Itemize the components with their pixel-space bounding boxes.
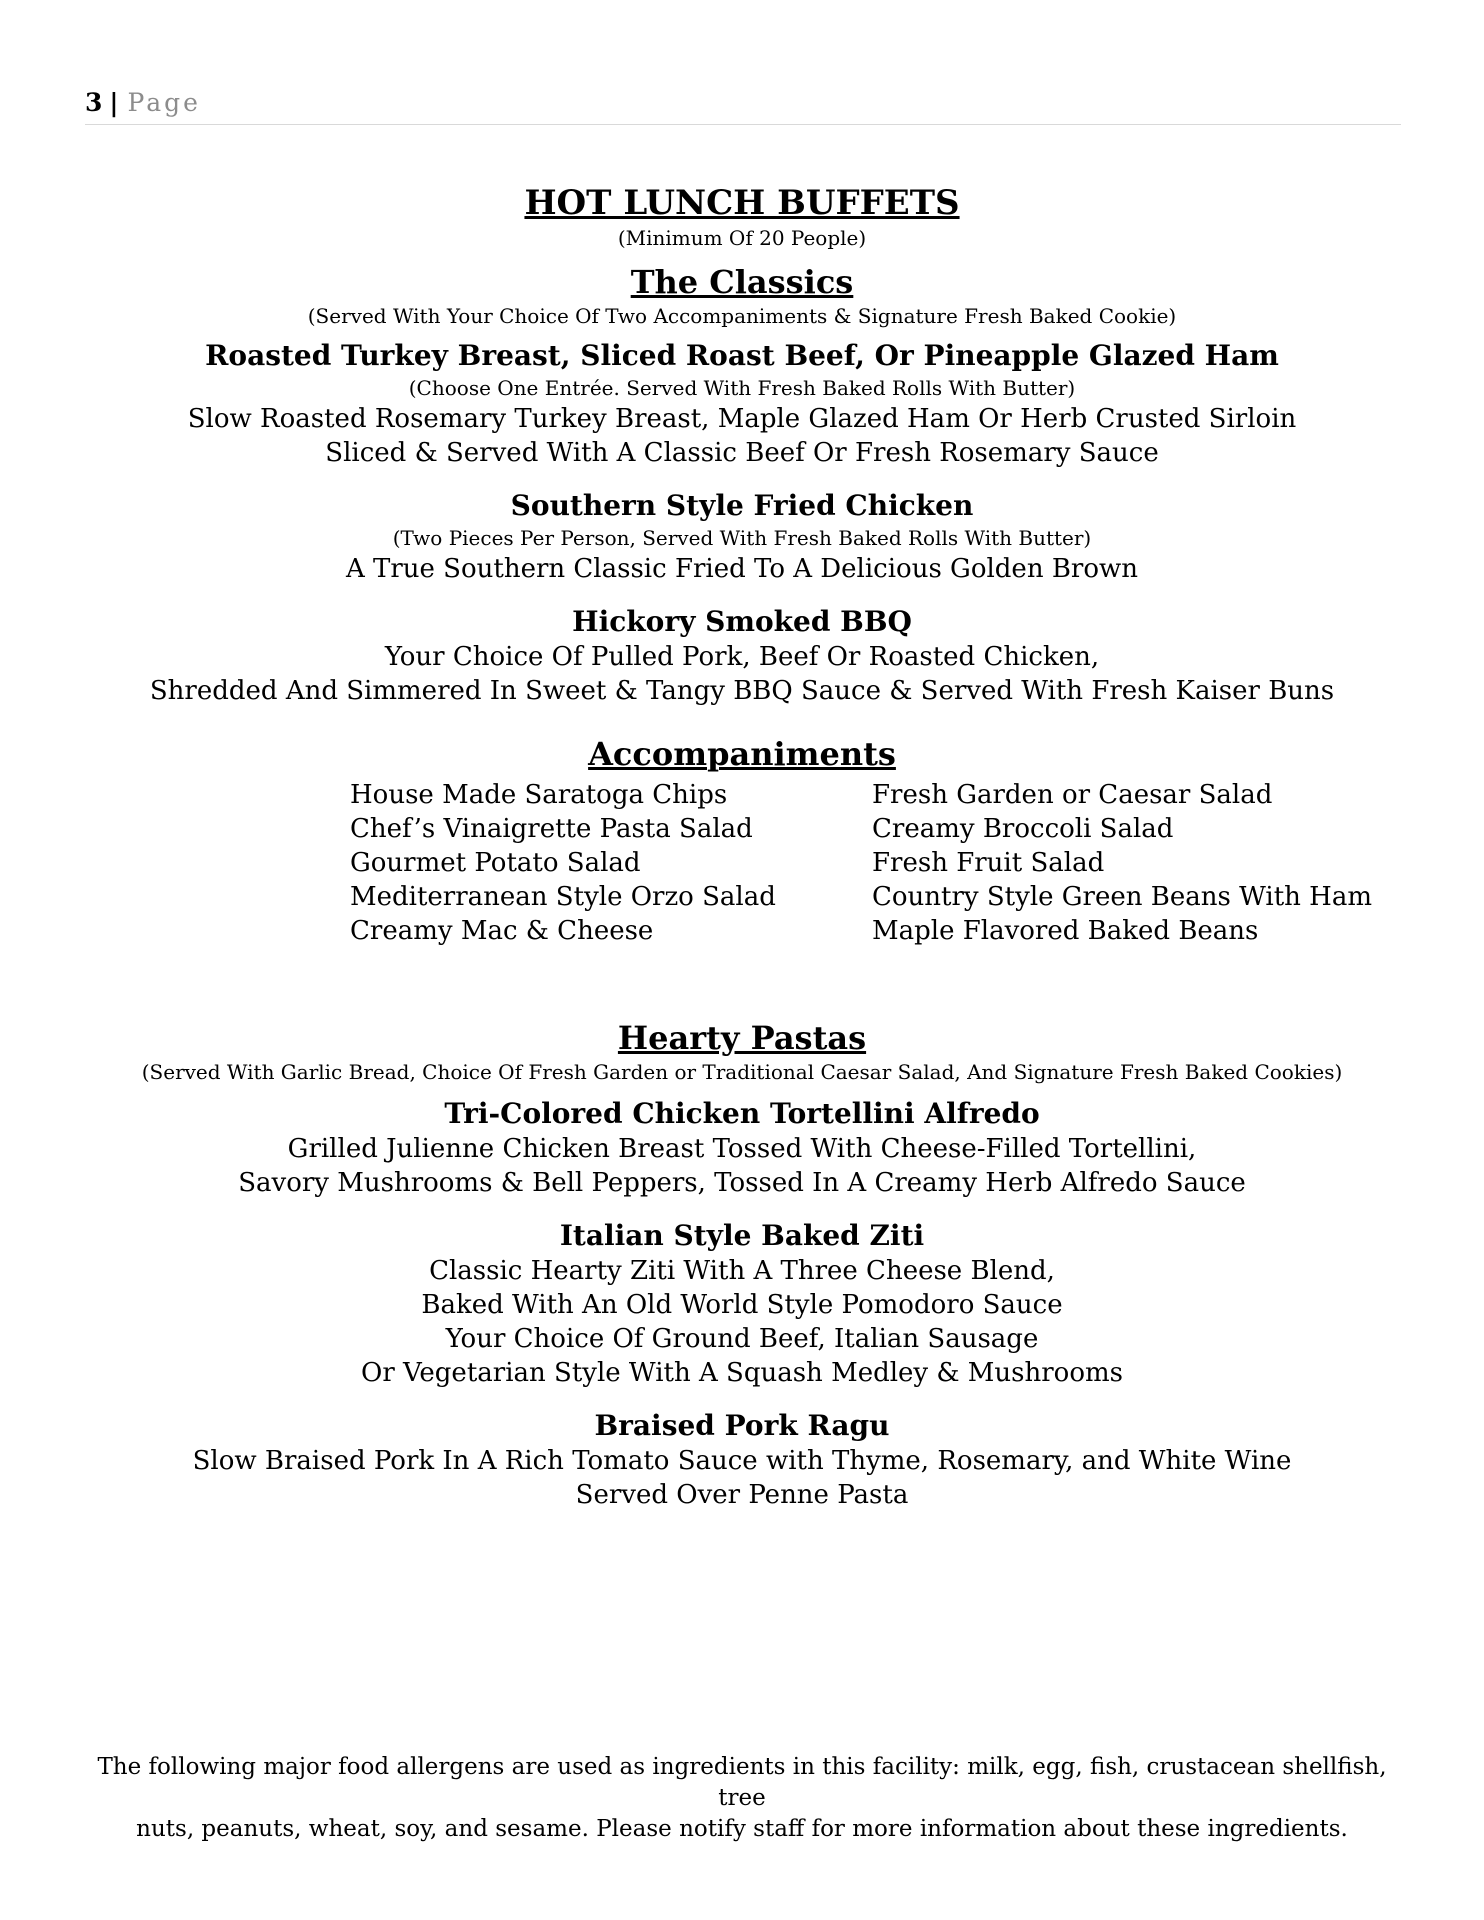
list-item: Maple Flavored Baked Beans bbox=[872, 916, 1259, 946]
item-line: A True Southern Classic Fried To A Delicious Golden Brown bbox=[345, 554, 1139, 584]
classics-heading: The Classics bbox=[630, 263, 854, 301]
item-line: Baked With An Old World Style Pomodoro Sauce bbox=[421, 1290, 1063, 1320]
page-label: Page bbox=[127, 88, 201, 117]
item-line: Slow Roasted Rosemary Turkey Breast, Maple Glazed Ham Or Herb Crusted Sirloin bbox=[187, 404, 1297, 434]
item-note: (Choose One Entrée. Served With Fresh Baked Rolls With Butter) bbox=[408, 376, 1076, 400]
page-separator: | bbox=[109, 88, 122, 117]
classics-item bbox=[0, 488, 1484, 586]
page-number: 3 bbox=[85, 88, 106, 117]
menu-content bbox=[0, 182, 1484, 1512]
page-header bbox=[85, 88, 1401, 125]
item-title: Roasted Turkey Breast, Sliced Roast Beef, Or Pineapple Glazed Ham bbox=[205, 339, 1279, 372]
allergen-line: nuts, peanuts, wheat, soy, and sesame. Please notify staff for more information about these ingredients. bbox=[136, 1816, 1348, 1842]
item-line: Slow Braised Pork In A Rich Tomato Sauce with Thyme, Rosemary, and White Wine bbox=[192, 1446, 1292, 1476]
list-item: Country Style Green Beans With Ham bbox=[872, 882, 1372, 912]
list-item: Creamy Broccoli Salad bbox=[872, 814, 1174, 844]
item-line: Sliced & Served With A Classic Beef Or Fresh Rosemary Sauce bbox=[325, 438, 1159, 468]
pasta-item bbox=[0, 1218, 1484, 1390]
item-line: Grilled Julienne Chicken Breast Tossed With Cheese-Filled Tortellini, bbox=[287, 1134, 1197, 1164]
accompaniments-heading: Accompaniments bbox=[588, 735, 896, 773]
classics-item bbox=[0, 338, 1484, 470]
pastas-section bbox=[0, 1018, 1484, 1512]
classics-item bbox=[0, 604, 1484, 708]
list-item: Mediterranean Style Orzo Salad bbox=[350, 882, 776, 912]
page-title: HOT LUNCH BUFFETS bbox=[524, 183, 960, 223]
list-item: Fresh Garden or Caesar Salad bbox=[872, 780, 1273, 810]
allergen-line: The following major food allergens are used as ingredients in this facility: milk, egg, fish, crustacean shellfish, tree bbox=[97, 1754, 1387, 1811]
accompaniments-section bbox=[0, 734, 1484, 948]
accompaniments-right-column bbox=[872, 778, 1394, 948]
list-item: Gourmet Potato Salad bbox=[350, 848, 641, 878]
list-item: House Made Saratoga Chips bbox=[350, 780, 728, 810]
item-title: Hickory Smoked BBQ bbox=[572, 605, 912, 638]
classics-note: (Served With Your Choice Of Two Accompaniments & Signature Fresh Baked Cookie) bbox=[307, 304, 1177, 328]
item-line: Shredded And Simmered In Sweet & Tangy BBQ Sauce & Served With Fresh Kaiser Buns bbox=[149, 676, 1335, 706]
item-title: Tri-Colored Chicken Tortellini Alfredo bbox=[444, 1097, 1040, 1130]
item-line: Or Vegetarian Style With A Squash Medley & Mushrooms bbox=[361, 1358, 1123, 1388]
list-item: Creamy Mac & Cheese bbox=[350, 916, 654, 946]
item-title: Braised Pork Ragu bbox=[594, 1409, 890, 1442]
accompaniments-left-column bbox=[350, 778, 872, 948]
item-line: Savory Mushrooms & Bell Peppers, Tossed In A Creamy Herb Alfredo Sauce bbox=[238, 1168, 1246, 1198]
item-note: (Two Pieces Per Person, Served With Fresh Baked Rolls With Butter) bbox=[392, 526, 1092, 550]
list-item: Fresh Fruit Salad bbox=[872, 848, 1105, 878]
list-item: Chef’s Vinaigrette Pasta Salad bbox=[350, 814, 753, 844]
item-title: Southern Style Fried Chicken bbox=[510, 489, 974, 522]
minimum-note: (Minimum Of 20 People) bbox=[617, 226, 867, 250]
allergen-notice bbox=[80, 1752, 1404, 1845]
item-line: Your Choice Of Pulled Pork, Beef Or Roasted Chicken, bbox=[384, 642, 1100, 672]
accompaniments-list bbox=[350, 778, 1484, 948]
pasta-item bbox=[0, 1096, 1484, 1200]
item-line: Your Choice Of Ground Beef, Italian Sausage bbox=[445, 1324, 1039, 1354]
item-title: Italian Style Baked Ziti bbox=[559, 1219, 925, 1252]
pasta-item bbox=[0, 1408, 1484, 1512]
classics-section bbox=[0, 262, 1484, 708]
pastas-heading: Hearty Pastas bbox=[617, 1019, 867, 1057]
item-line: Classic Hearty Ziti With A Three Cheese Blend, bbox=[429, 1256, 1055, 1286]
pastas-note: (Served With Garlic Bread, Choice Of Fresh Garden or Traditional Caesar Salad, And Signature Fresh Baked Cookies) bbox=[141, 1060, 1343, 1084]
item-line: Served Over Penne Pasta bbox=[575, 1480, 909, 1510]
